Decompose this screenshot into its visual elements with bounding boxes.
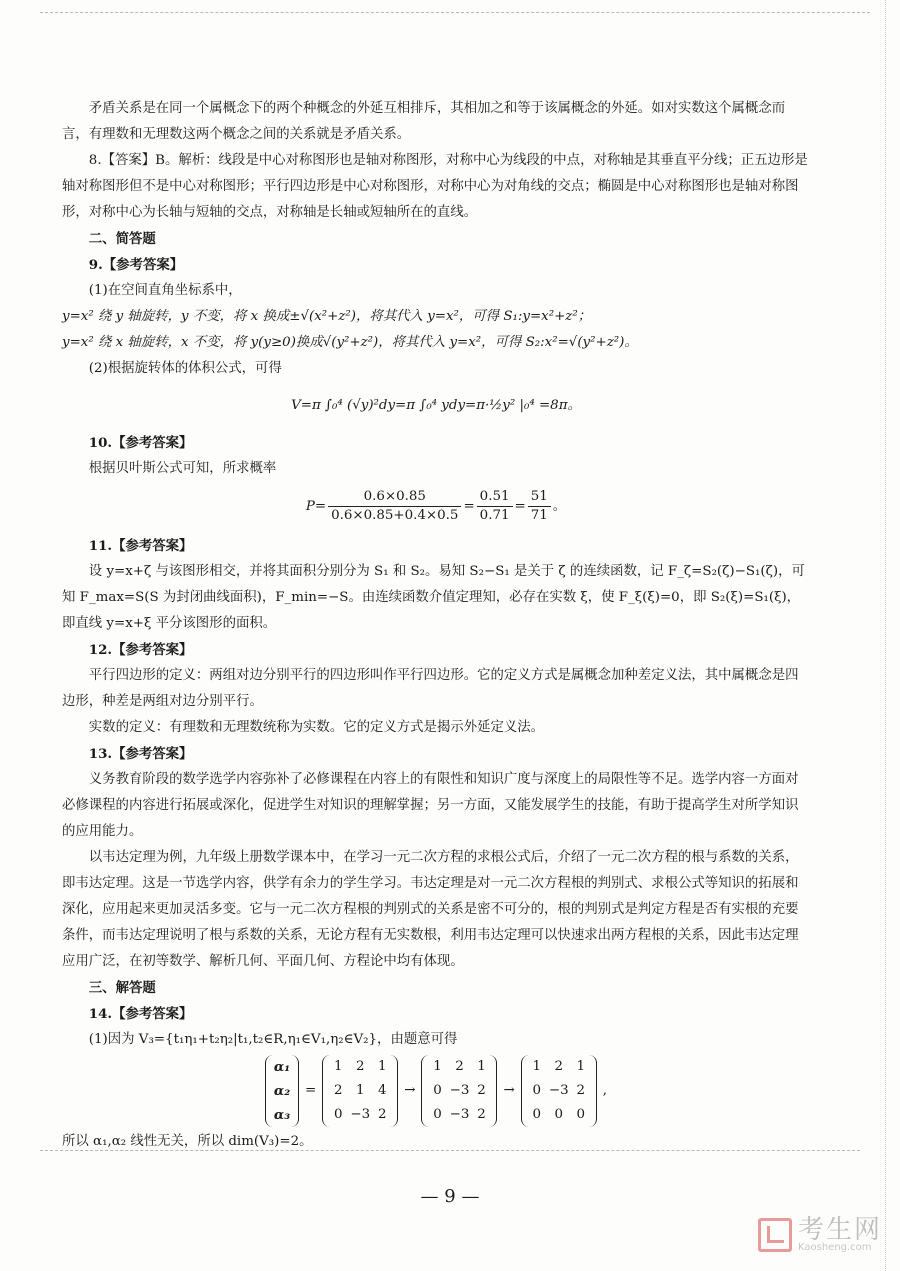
m3-cell: 1 xyxy=(532,1059,541,1074)
m3-cell: 0 xyxy=(576,1107,585,1122)
section-solution: 三、解答题 xyxy=(88,980,156,996)
m2-cell: 1 xyxy=(477,1059,486,1074)
bayes-formula xyxy=(62,488,810,525)
page-number: — 9 — xyxy=(420,1186,480,1207)
matrix-tail: , xyxy=(602,1083,607,1098)
matrix-2 xyxy=(421,1055,497,1127)
m2-cell: 2 xyxy=(455,1059,464,1074)
fraction-1 xyxy=(328,488,461,525)
arrow-icon: → xyxy=(404,1083,416,1098)
fraction-3-num: 51 xyxy=(528,488,551,507)
m3-cell: 0 xyxy=(554,1107,563,1122)
vector-alpha xyxy=(265,1055,299,1127)
volume-formula: V=π ∫₀⁴ (√y)²dy=π ∫₀⁴ ydy=π·½y² |₀⁴ =8π。 xyxy=(291,398,581,413)
content xyxy=(62,96,810,1155)
answer-10-text: 根据贝叶斯公式可知，所求概率 xyxy=(88,461,277,476)
m2-cell: 1 xyxy=(433,1059,442,1074)
answer-12-real-number: 实数的定义：有理数和无理数统称为实数。它的定义方式是揭示外延定义法。 xyxy=(88,720,545,735)
watermark-logo-icon xyxy=(758,1218,792,1252)
answer-9-part1: (1)在空间直角坐标系中， xyxy=(88,283,242,298)
answer-11-heading: 11.【参考答案】 xyxy=(88,538,193,554)
answer-14-heading: 14.【参考答案】 xyxy=(88,1006,193,1022)
fraction-1-num: 0.6×0.85 xyxy=(328,488,461,507)
arrow-icon: → xyxy=(503,1083,515,1098)
answer-12-parallelogram: 平行四边形的定义：两组对边分别平行的四边形叫作平行四边形。它的定义方式是属概念加种差定义法，其中属概念是四边形，种差是两组对边分别平行。 xyxy=(62,668,799,709)
m1-cell: 2 xyxy=(377,1107,387,1122)
fraction-2 xyxy=(477,488,513,525)
m3-cell: −3 xyxy=(548,1083,569,1098)
top-dashed-line xyxy=(40,12,870,13)
m3-cell: 0 xyxy=(532,1107,541,1122)
period: 。 xyxy=(552,499,567,514)
m2-cell: −3 xyxy=(449,1107,470,1122)
m3-cell: 2 xyxy=(576,1083,585,1098)
m1-cell: 1 xyxy=(355,1083,365,1098)
m2-cell: 2 xyxy=(477,1107,486,1122)
equals-2: = xyxy=(514,499,526,514)
answer-9-line-s2: y=x² 绕 x 轴旋转，x 不变，将 y(y≥0)换成√(y²+z²)，将其代入 y=x²，可得 S₂:x²=√(y²+z²)。 xyxy=(62,335,638,350)
answer-8: 8.【答案】B。解析：线段是中心对称图形也是轴对称图形，对称中心为线段的中点，对称轴是其垂直平分线；正五边形是轴对称图形但不是中心对称图形；平行四边形是中心对称图形，对称中心为对角线的交点；椭圆是中心对称图形也是轴对称图形，对称中心为长轴与短轴的交点，对称轴是长轴或短轴所在的直线。 xyxy=(62,153,808,220)
answer-10-heading: 10.【参考答案】 xyxy=(88,435,193,451)
bottom-dashed-line xyxy=(40,1150,860,1151)
m3-cell: 2 xyxy=(554,1059,563,1074)
m3-cell: 0 xyxy=(532,1083,541,1098)
matrix-equals: = xyxy=(305,1083,317,1098)
answer-9-part2: (2)根据旋转体的体积公式，可得 xyxy=(88,361,282,376)
m1-cell: 2 xyxy=(333,1083,343,1098)
vec-a2: α₂ xyxy=(273,1083,291,1099)
answer-9-heading: 9.【参考答案】 xyxy=(88,257,184,273)
answer-13-para2: 以韦达定理为例，九年级上册数学课本中，在学习一元二次方程的求根公式后，介绍了一元二次方程的根与系数的关系，即韦达定理。这是一节选学内容，供学有余力的学生学习。韦达定理是对一元二次方程根的判别式、求根公式等知识的拓展和深化，应用起来更加灵活多变。它与一元二次方程根的判别式的关系是密不可分的，根的判别式是判定方程是否有实根的充要条件，而韦达定理说明了根与系数的关系，无论方程有无实数根，利用韦达定理可以快速求出两方程根的关系，因此韦达定理应用广泛，在初等数学、解析几何、平面几何、方程论中均有体现。 xyxy=(62,850,799,969)
answer-13-para1: 义务教育阶段的数学选学内容弥补了必修课程在内容上的有限性和知识广度与深度上的局限性等不足。选学内容一方面对必修课程的内容进行拓展或深化，促进学生对知识的理解掌握；另一方面，又能发展学生的技能，有助于提高学生对所学知识的应用能力。 xyxy=(62,772,799,839)
right-margin-line xyxy=(885,0,886,1271)
equals-1: = xyxy=(463,499,475,514)
m1-cell: 1 xyxy=(333,1059,343,1074)
m1-cell: 4 xyxy=(377,1083,387,1098)
answer-9-line-s1: y=x² 绕 y 轴旋转，y 不变，将 x 换成±√(x²+z²)，将其代入 y=x²，可得 S₁:y=x²+z²； xyxy=(62,309,592,324)
watermark-sub: Kaosheng.com xyxy=(797,1242,872,1253)
m2-cell: −3 xyxy=(449,1083,470,1098)
matrix-3 xyxy=(521,1055,597,1127)
m3-cell: 1 xyxy=(576,1059,585,1074)
answer-12-heading: 12.【参考答案】 xyxy=(88,642,193,658)
vec-a3: α₃ xyxy=(273,1107,291,1123)
prob-symbol: P= xyxy=(305,499,327,514)
fraction-2-num: 0.51 xyxy=(477,488,513,507)
watermark xyxy=(758,1217,882,1253)
answer-14-conclusion: 所以 α₁,α₂ 线性无关，所以 dim(V₃)=2。 xyxy=(62,1134,313,1149)
answer-11-text: 设 y=x+ζ 与该图形相交，并将其面积分别分为 S₁ 和 S₂。易知 S₂−S₁ 是关于 ζ 的连续函数，记 F_ζ=S₂(ζ)−S₁(ζ)，可知 F_max=S(S 为封闭曲线面积)，F_min=−S。由连续函数介值定理知，必存在实数 ξ，使 F_ξ(ξ)=0，即 S₂(ξ)=S₁(ξ)，即直线 y=x+ξ 平分该图形的面积。 xyxy=(62,564,805,631)
section-short-answer: 二、简答题 xyxy=(88,231,156,247)
fraction-3 xyxy=(528,488,551,525)
m2-cell: 0 xyxy=(433,1083,442,1098)
matrix-1 xyxy=(322,1055,398,1127)
m1-cell: −3 xyxy=(350,1107,371,1122)
vec-a1: α₁ xyxy=(273,1059,291,1075)
fraction-2-den: 0.71 xyxy=(479,508,510,523)
answer-14-part1: (1)因为 V₃={t₁η₁+t₂η₂|t₁,t₂∈R,η₁∈V₁,η₂∈V₂}，由题意可得 xyxy=(88,1032,458,1047)
matrix-reduction xyxy=(62,1055,810,1127)
m2-cell: 2 xyxy=(477,1083,486,1098)
watermark-text xyxy=(798,1217,882,1253)
m1-cell: 2 xyxy=(355,1059,365,1074)
paragraph-contradiction: 矛盾关系是在同一个属概念下的两个种概念的外延互相排斥，其相加之和等于该属概念的外延。如对实数这个属概念而言，有理数和无理数这两个概念之间的关系就是矛盾关系。 xyxy=(62,101,786,142)
answer-13-heading: 13.【参考答案】 xyxy=(88,746,193,762)
m1-cell: 0 xyxy=(333,1107,343,1122)
fraction-1-den: 0.6×0.85+0.4×0.5 xyxy=(331,508,459,523)
watermark-main: 考生网 xyxy=(797,1215,882,1245)
m2-cell: 0 xyxy=(433,1107,442,1122)
m1-cell: 1 xyxy=(377,1059,387,1074)
fraction-3-den: 71 xyxy=(530,508,548,523)
